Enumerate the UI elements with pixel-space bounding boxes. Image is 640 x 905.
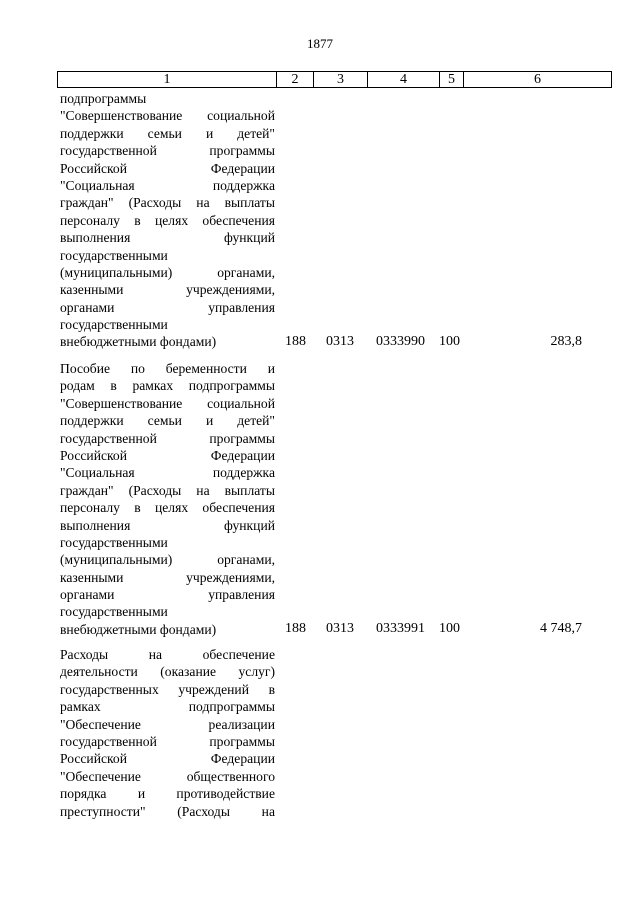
row-2-description	[60, 360, 275, 638]
row-2-ministry: 188	[285, 621, 306, 636]
description-line: казенными учреждениями,	[60, 569, 275, 585]
row-2-expense-type: 100	[439, 621, 460, 636]
description-line: государственной программы	[60, 733, 275, 749]
row-1-section: 0313	[326, 334, 354, 349]
description-line: "Совершенствование социальной	[60, 395, 275, 411]
row-2-target: 0333991	[376, 621, 425, 636]
description-line: "Обеспечение общественного	[60, 768, 275, 784]
description-line: граждан" (Расходы на выплаты	[60, 482, 275, 498]
description-line: внебюджетными фондами)	[60, 621, 217, 637]
description-line: государственными	[60, 247, 168, 263]
description-line: Российской Федерации	[60, 447, 275, 463]
description-line: выполнения функций	[60, 517, 275, 533]
description-line: родам в рамках подпрограммы	[60, 378, 275, 394]
row-2-section: 0313	[326, 621, 354, 636]
row-3-description	[60, 646, 275, 820]
description-line: деятельности (оказание услуг)	[60, 664, 275, 680]
description-line: поддержки семьи и детей"	[60, 125, 275, 141]
row-1-ministry: 188	[285, 334, 306, 349]
description-line: выполнения функций	[60, 230, 275, 246]
description-line: органами управления	[60, 299, 275, 315]
description-line: порядка и противодействие	[60, 786, 275, 802]
row-1-expense-type: 100	[439, 334, 460, 349]
description-line: преступности" (Расходы на	[60, 803, 275, 819]
description-line: "Совершенствование социальной	[60, 108, 275, 124]
description-line: подпрограммы	[60, 91, 147, 106]
description-line: казенными учреждениями,	[60, 282, 275, 298]
header-col-3: 3	[337, 72, 344, 87]
description-line: (муниципальными) органами,	[60, 264, 275, 280]
header-col-1: 1	[163, 72, 171, 87]
description-line: внебюджетными фондами)	[60, 334, 217, 350]
description-line: "Социальная поддержка	[60, 177, 275, 193]
header-col-4: 4	[400, 72, 407, 87]
row-1-description	[60, 90, 275, 351]
description-line: Пособие по беременности и	[60, 361, 275, 376]
row-1-amount: 283,8	[550, 334, 582, 349]
description-line: Российской Федерации	[60, 160, 275, 176]
row-1-target: 0333990	[376, 334, 425, 349]
description-line: Расходы на обеспечение	[60, 647, 275, 662]
description-line: государственных учреждений в	[60, 681, 275, 697]
header-col-5: 5	[448, 72, 455, 87]
description-line: персоналу в целях обеспечения	[60, 212, 275, 228]
description-line: государственными	[60, 534, 168, 550]
description-line: (муниципальными) органами,	[60, 552, 275, 568]
description-line: Российской Федерации	[60, 751, 275, 767]
description-line: "Обеспечение реализации	[60, 716, 275, 732]
description-line: "Социальная поддержка	[60, 465, 275, 481]
row-2-amount: 4 748,7	[540, 621, 582, 636]
description-line: рамках подпрограммы	[60, 699, 275, 715]
header-col-2: 2	[291, 72, 299, 87]
description-line: персоналу в целях обеспечения	[60, 500, 275, 516]
header-col-6: 6	[534, 72, 541, 87]
description-line: государственными	[60, 317, 168, 333]
description-line: государственной программы	[60, 143, 275, 159]
table-header	[57, 71, 612, 88]
description-line: граждан" (Расходы на выплаты	[60, 195, 275, 211]
description-line: государственной программы	[60, 430, 275, 446]
page-number: 1877	[307, 36, 333, 51]
description-line: органами управления	[60, 587, 275, 603]
description-line: поддержки семьи и детей"	[60, 413, 275, 429]
description-line: государственными	[60, 604, 168, 620]
